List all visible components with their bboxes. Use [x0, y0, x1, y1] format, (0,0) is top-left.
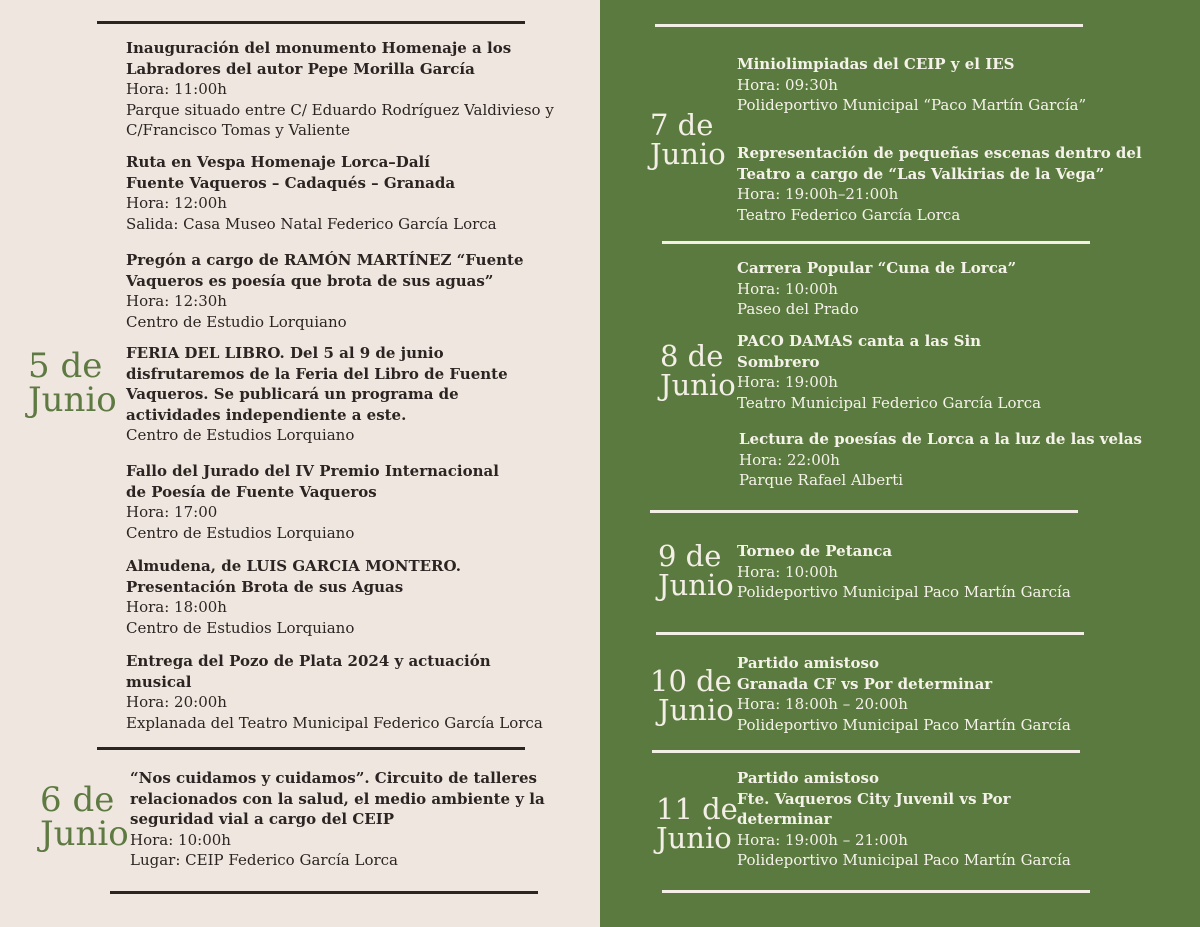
divider	[97, 747, 525, 750]
event-title: seguridad vial a cargo del CEIP	[130, 810, 394, 828]
event-place: Polideportivo Municipal Paco Martín García	[737, 715, 1071, 734]
event-place: Explanada del Teatro Municipal Federico García Lorca	[126, 713, 543, 732]
day-7-date: 7 de Junio	[650, 108, 726, 171]
day-11-date: 11 de Junio	[656, 792, 738, 855]
event-feria-libro	[126, 343, 508, 446]
event-title: Presentación Brota de sus Aguas	[126, 577, 404, 596]
divider	[97, 21, 525, 24]
event-title: FERIA DEL LIBRO. Del 5 al 9 de junio	[126, 344, 444, 362]
divider	[662, 890, 1090, 893]
event-place: Centro de Estudios Lorquiano	[126, 618, 355, 637]
divider	[652, 750, 1080, 753]
event-place: Salida: Casa Museo Natal Federico García Lorca	[126, 214, 497, 233]
event-title: Pregón a cargo de RAMÓN MARTÍNEZ “Fuente	[126, 251, 524, 269]
event-title: PACO DAMAS canta a las Sin	[737, 332, 982, 350]
event-time: Hora: 10:00h	[130, 830, 231, 849]
event-time: Hora: 12:30h	[126, 292, 227, 310]
event-title: Vaqueros es poesía que brota de sus aguas”	[126, 271, 494, 290]
event-time: Hora: 10:00h	[737, 279, 838, 298]
event-vespa	[126, 152, 497, 234]
event-place: Centro de Estudios Lorquiano	[126, 426, 355, 444]
event-title: determinar	[737, 810, 832, 828]
event-title: Fte. Vaqueros City Juvenil vs Por	[737, 789, 1011, 808]
event-petanca	[737, 541, 1071, 603]
event-title: Granada CF vs Por determinar	[737, 674, 993, 693]
divider	[650, 510, 1078, 513]
event-time: Hora: 11:00h	[126, 80, 227, 98]
event-place: Teatro Municipal Federico García Lorca	[737, 393, 1042, 412]
event-granada-cf	[737, 653, 1071, 735]
event-pozo-plata	[126, 651, 543, 733]
event-title: Sombrero	[737, 352, 820, 371]
divider	[655, 24, 1083, 27]
event-time: Hora: 18:00h	[126, 598, 227, 616]
day-6-date: 6 de Junio	[40, 780, 129, 854]
event-place: Lugar: CEIP Federico García Lorca	[130, 851, 398, 869]
event-title: Miniolimpiadas del CEIP y el IES	[737, 55, 1015, 73]
divider	[110, 891, 538, 894]
event-title: disfrutaremos de la Feria del Libro de Fuente	[126, 364, 508, 383]
event-miniolimpiadas	[737, 54, 1086, 116]
event-monument	[126, 38, 554, 141]
event-nos-cuidamos	[130, 768, 545, 871]
event-pregon	[126, 250, 524, 332]
event-title: actividades independiente a este.	[126, 405, 407, 424]
event-place: Teatro Federico García Lorca	[737, 205, 961, 224]
divider	[662, 241, 1090, 244]
event-time: Hora: 09:30h	[737, 75, 838, 94]
event-place: Polideportivo Municipal Paco Martín García	[737, 583, 1071, 601]
event-valkirias	[737, 143, 1142, 225]
event-title: relacionados con la salud, el medio ambiente y la	[130, 789, 545, 808]
event-title: “Nos cuidamos y cuidamos”. Circuito de talleres	[130, 769, 537, 787]
event-time: Hora: 22:00h	[739, 450, 840, 469]
event-time: Hora: 18:00h – 20:00h	[737, 695, 908, 713]
event-place: Parque situado entre C/ Eduardo Rodríguez Valdivieso y	[126, 100, 554, 119]
event-carrera-popular	[737, 258, 1016, 320]
event-title: Labradores del autor Pepe Morilla García	[126, 59, 475, 78]
event-time: Hora: 20:00h	[126, 693, 227, 711]
event-title: Ruta en Vespa Homenaje Lorca–Dalí	[126, 153, 430, 171]
event-time: Hora: 19:00h–21:00h	[737, 185, 899, 203]
event-title: musical	[126, 672, 192, 691]
event-place: Polideportivo Municipal Paco Martín García	[737, 851, 1071, 869]
event-place: Polideportivo Municipal “Paco Martín García”	[737, 96, 1087, 114]
event-time: Hora: 10:00h	[737, 562, 838, 581]
day-5-date: 5 de Junio	[28, 346, 117, 420]
event-time: Hora: 17:00	[126, 503, 218, 521]
event-place: C/Francisco Tomas y Valiente	[126, 121, 350, 139]
event-city-juvenil	[737, 768, 1071, 871]
event-paco-damas	[737, 331, 1041, 413]
event-title: Representación de pequeñas escenas dentro del	[737, 144, 1142, 162]
event-fallo-jurado	[126, 461, 499, 543]
event-title: de Poesía de Fuente Vaqueros	[126, 482, 377, 501]
event-title: Entrega del Pozo de Plata 2024 y actuación	[126, 652, 491, 670]
right-panel	[600, 0, 1200, 927]
event-title: Lectura de poesías de Lorca a la luz de las velas	[739, 430, 1142, 448]
event-place: Parque Rafael Alberti	[739, 471, 904, 489]
event-title: Fallo del Jurado del IV Premio Internacional	[126, 462, 499, 480]
event-lectura-poesias	[739, 429, 1142, 491]
event-almudena	[126, 556, 461, 638]
event-time: Hora: 19:00h – 21:00h	[737, 830, 908, 849]
event-title: Almudena, de LUIS GARCIA MONTERO.	[126, 557, 461, 575]
event-title: Partido amistoso	[737, 654, 879, 672]
event-title: Fuente Vaqueros – Cadaqués – Granada	[126, 173, 456, 192]
event-title: Teatro a cargo de “Las Valkirias de la Vega”	[737, 164, 1105, 183]
day-8-date: 8 de Junio	[660, 339, 736, 402]
event-title: Inauguración del monumento Homenaje a los	[126, 39, 512, 57]
event-place: Centro de Estudio Lorquiano	[126, 312, 347, 331]
event-title: Vaqueros. Se publicará un programa de	[126, 385, 459, 403]
event-time: Hora: 19:00h	[737, 373, 838, 391]
day-9-date: 9 de Junio	[658, 539, 734, 602]
divider	[656, 632, 1084, 635]
event-title: Torneo de Petanca	[737, 542, 893, 560]
event-place: Paseo del Prado	[737, 300, 859, 318]
day-10-date: 10 de Junio	[650, 664, 734, 727]
event-title: Carrera Popular “Cuna de Lorca”	[737, 259, 1017, 277]
event-time: Hora: 12:00h	[126, 194, 227, 212]
event-title: Partido amistoso	[737, 769, 879, 787]
event-place: Centro de Estudios Lorquiano	[126, 523, 355, 542]
